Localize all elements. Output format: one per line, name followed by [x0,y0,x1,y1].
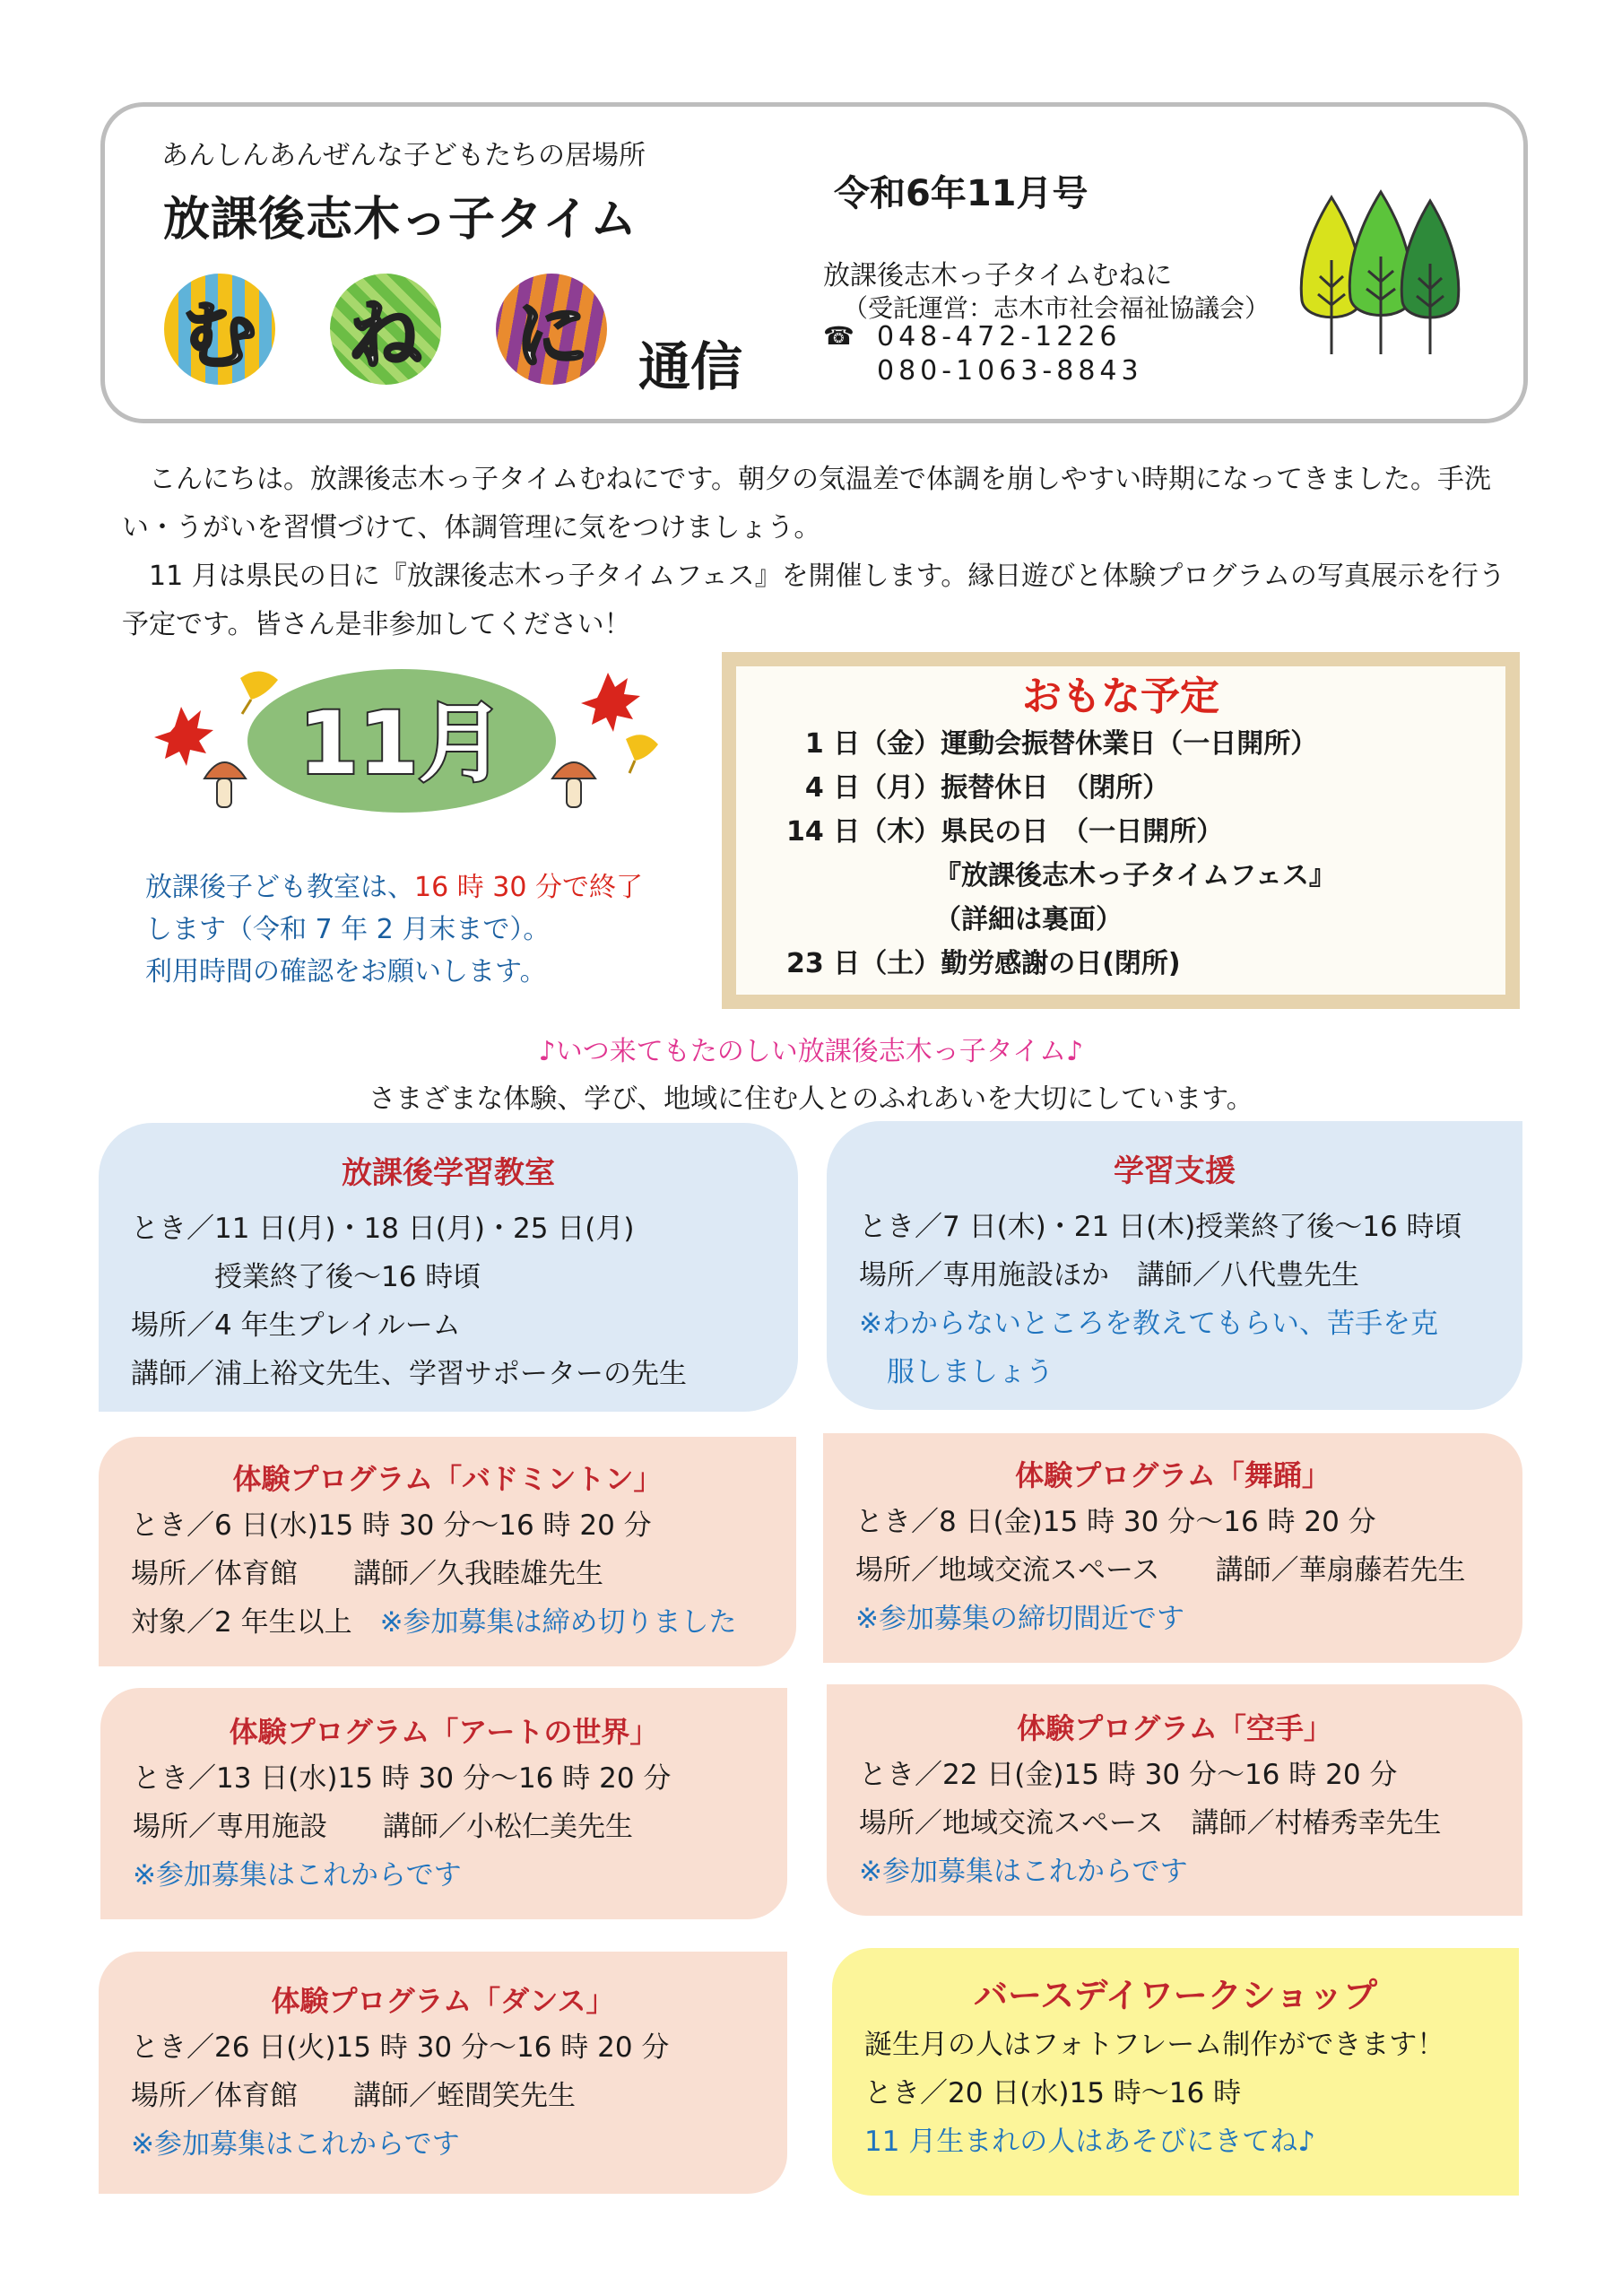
card-line: 場所／専用施設 講師／小松仁美先生 [133,1811,633,1843]
card-art [100,1688,787,1919]
schedule-box [722,652,1520,1009]
card-after-school-study [99,1123,798,1412]
intro-paragraph-1: こんにちは。放課後志木っ子タイムむねにです。朝夕の気温差で体調を崩しやすい時期になってきました。手洗い・うがいを習慣づけて、体調管理に気をつけましょう。 [122,464,1491,544]
schedule-item: 14 日（木）県民の日 （一日開所） [786,816,1224,848]
card-title: 体験プログラム「空手」 [1017,1711,1332,1745]
card-title: 体験プログラム「アートの世界」 [229,1715,659,1749]
card-note: ※わからないところを教えてもらい、苦手を克 [859,1308,1438,1340]
card-line: とき／22 日(金)15 時 30 分～16 時 20 分 [859,1759,1398,1791]
phone-number-1: 048-472-1226 [877,321,1122,352]
card-line: とき／8 日(金)15 時 30 分～16 時 20 分 [855,1506,1376,1538]
intro-paragraph-2: 11 月は県民の日に『放課後志木っ子タイムフェス』を開催します。縁日遊びと体験プログラムの写真展示を行う予定です。皆さん是非参加してください！ [122,561,1505,640]
card-note: 11 月生まれの人はあそびにきてね♪ [864,2126,1316,2158]
card-line: 場所／地域交流スペース 講師／村椿秀幸先生 [859,1807,1442,1839]
hours-note-highlight: 16 時 30 分で終了 [414,872,643,903]
card-line: 場所／体育館 講師／久我睦雄先生 [131,1558,603,1590]
organization-name: 放課後志木っ子タイムむねに [823,260,1173,291]
hours-note-line2: します（令和 7 年 2 月末まで）。 [145,914,551,945]
tsushin-label: 通信 [638,336,743,397]
newsletter-title: 放課後志木っ子タイム [163,193,638,247]
card-line: 講師／浦上裕文先生、学習サポーターの先生 [131,1358,687,1390]
card-line: とき／20 日(水)15 時～16 時 [864,2077,1242,2109]
card-line: とき／7 日(木)・21 日(木)授業終了後～16 時頃 [859,1211,1462,1243]
card-title: 体験プログラム「ダンス」 [271,1984,615,2018]
month-label: 11月 [299,693,505,794]
card-karate [827,1684,1522,1916]
schedule-item: 23 日（土）勤労感謝の日(閉所) [786,948,1181,979]
issue-label: 令和6年11月号 [834,173,1089,214]
phone-icon: ☎ [823,321,854,351]
card-note: ※参加募集は締め切りました [379,1606,737,1639]
card-badminton [99,1437,796,1666]
title-bubble-mu: む [164,274,275,385]
title-bubble-ne: ね [330,274,441,385]
schedule-inner [736,666,1505,995]
card-line: 授業終了後～16 時頃 [131,1261,481,1293]
card-line: とき／11 日(月)・18 日(月)・25 日(月) [131,1213,635,1245]
trees-illustration [1291,188,1470,359]
mushroom-icon [204,762,246,807]
card-title: 放課後学習教室 [342,1155,555,1191]
subslogan: さまざまな体験、学び、地域に住む人とのふれあいを大切にしています。 [369,1083,1253,1115]
card-line: 場所／地域交流スペース 講師／華扇藤若先生 [855,1554,1466,1587]
card-title: 学習支援 [1114,1153,1236,1189]
card-dance [99,1952,787,2194]
card-line: とき／6 日(水)15 時 30 分～16 時 20 分 [131,1509,652,1542]
operator-label: （受託運営：志木市社会福祉協議会） [843,293,1271,323]
phone-number-2: 080-1063-8843 [877,355,1143,387]
card-line: 誕生月の人はフォトフレーム制作ができます！ [864,2029,1445,2061]
card-line: 場所／4 年生プレイルーム [131,1309,461,1342]
schedule-item: （詳細は裏面） [786,904,1123,935]
november-graphic [134,664,664,816]
slogan: ♪いつ来てもたのしい放課後志木っ子タイム♪ [538,1036,1084,1067]
mushroom-icon [552,762,595,807]
schedule-item: 1 日（金）運動会振替休業日（一日開所） [786,728,1318,760]
hours-note-line3: 利用時間の確認をお願いします。 [145,956,547,987]
card-title: 体験プログラム「バドミントン」 [232,1462,663,1496]
card-note: ※参加募集の締切間近です [855,1603,1184,1635]
hours-note-prefix: 放課後子ども教室は、 [145,872,414,903]
schedule-item: 4 日（月）振替休日 （閉所） [786,772,1170,804]
card-line: とき／26 日(火)15 時 30 分～16 時 20 分 [131,2031,670,2064]
tree-icon [1401,201,1459,354]
card-line: 場所／体育館 講師／蛭間笑先生 [131,2080,576,2112]
card-birthday-workshop [832,1948,1519,2196]
card-note: ※参加募集はこれからです [133,1859,462,1892]
ginkgo-leaf-icon [626,735,658,773]
card-note: 服しましょう [859,1356,1054,1388]
card-note: ※参加募集はこれからです [859,1856,1188,1888]
schedule-title: おもな予定 [1022,674,1219,719]
hours-note [145,866,643,993]
card-note: ※参加募集はこれからです [131,2128,460,2161]
schedule-item: 『放課後志木っ子タイムフェス』 [786,860,1336,891]
maple-leaf-icon [581,673,640,732]
card-target: 対象／2 年生以上 [131,1606,380,1639]
tagline: あんしんあんぜんな子どもたちの居場所 [161,140,646,171]
card-title: バースデイワークショップ [974,1976,1377,2015]
card-buyo [823,1433,1522,1663]
title-bubble-ni: に [496,274,607,385]
card-line: とき／13 日(水)15 時 30 分～16 時 20 分 [133,1762,672,1795]
card-title: 体験プログラム「舞踊」 [1015,1458,1331,1492]
card-line: 場所／専用施設ほか 講師／八代豊先生 [859,1259,1359,1292]
card-study-support [827,1121,1522,1410]
maple-leaf-icon [154,707,213,766]
